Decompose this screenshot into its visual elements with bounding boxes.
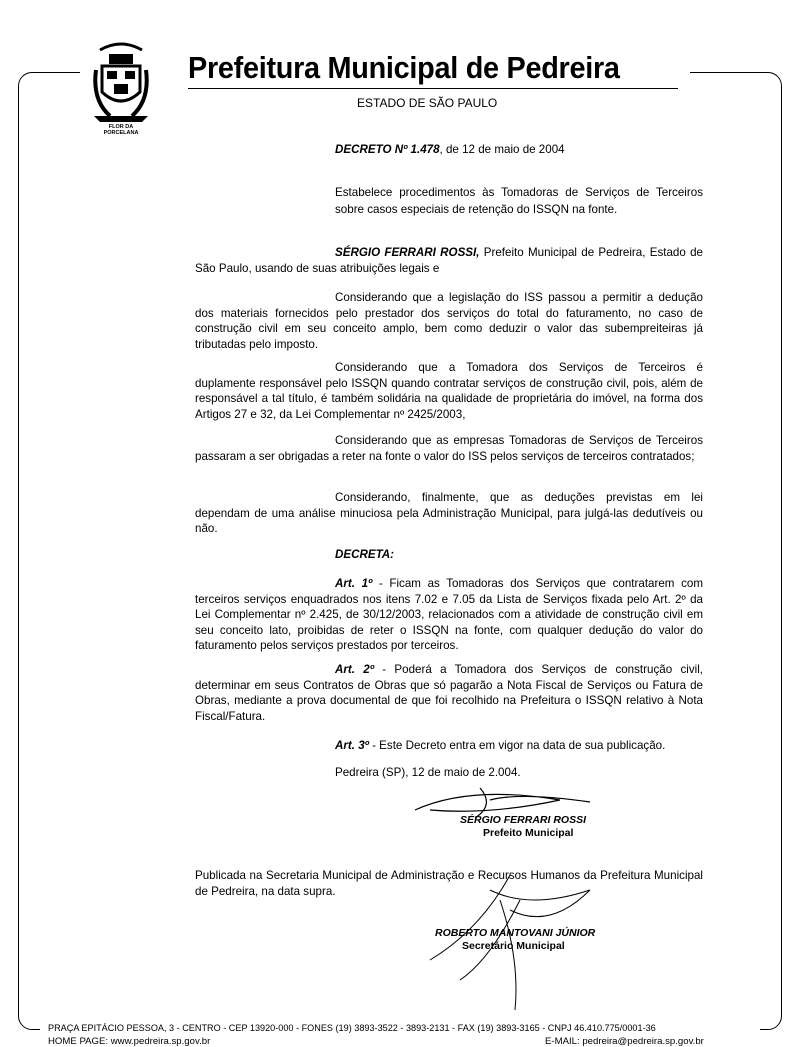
page-title: Prefeitura Municipal de Pedreira	[188, 50, 620, 85]
title-underline	[188, 88, 678, 89]
considerando-4: Considerando, finalmente, que as deduções previstas em lei dependam de uma análise minuciosa pela Administração Municipal, para julgá-las dedutíveis ou não.	[195, 491, 703, 535]
signer2-role: Secretário Municipal	[462, 940, 565, 952]
footer-homepage: HOME PAGE: www.pedreira.sp.gov.br	[48, 1036, 211, 1047]
considerando-3: Considerando que as empresas Tomadoras de Serviços de Terceiros passaram a ser obrigadas a reter na fonte o valor do ISS pelos serviços de terceiros contratados;	[195, 434, 703, 463]
footer-email: E-MAIL: pedreira@pedreira.sp.gov.br	[545, 1036, 704, 1047]
mayor-name: SÉRGIO FERRARI ROSSI,	[335, 246, 480, 259]
article-3	[195, 738, 703, 754]
signer2-name: ROBERTO MANTOVANI JÚNIOR	[435, 927, 596, 939]
article-text: - Poderá a Tomadora dos Serviços de construção civil, determinar em seus Contratos de Obras que só pagarão a Nota Fiscal de Serviços ou Fatura de Obras, mediante a prova documental de que foi recolhido na Prefeitura o ISSQN relativo à Nota Fiscal/Fatura.	[195, 663, 703, 723]
article-text: - Este Decreto entra em vigor na data de sua publicação.	[368, 739, 666, 752]
article-1	[195, 576, 703, 654]
signer1-name: SÉRGIO FERRARI ROSSI	[460, 814, 587, 826]
footer-address: PRAÇA EPITÁCIO PESSOA, 3 - CENTRO - CEP 13920-000 - FONES (19) 3893-3522 - 3893-2131 - FAX (19) 3893-3165 - CNPJ 46.410.775/0001-36	[48, 1023, 656, 1034]
article-text: - Ficam as Tomadoras dos Serviços que contratarem com terceiros serviços enquadrados nos itens 7.02 e 7.05 da Lista de Serviços fixada pelo Art. 2º da Lei Complementar nº 2.425, de 30/12/2003, relacionados com a atividade de construção civil em seu conceito lato, proibidas de reter o ISSQN na fonte, com qualquer dedução do valor do faturamento pelos serviços prestados por terceiros.	[195, 577, 703, 652]
article-label: Art. 1º	[335, 577, 373, 590]
coat-of-arms-logo	[92, 40, 150, 124]
preamble	[195, 245, 703, 276]
decree-number: DECRETO Nº 1.478	[335, 143, 440, 156]
article-label: Art. 2º	[335, 663, 374, 676]
article-2	[195, 662, 703, 724]
state-subtitle: ESTADO DE SÃO PAULO	[357, 96, 498, 110]
signer1-role: Prefeito Municipal	[483, 827, 574, 839]
crest-motto: FLOR DA PORCELANA	[103, 124, 139, 136]
decree-summary: Estabelece procedimentos às Tomadoras de Serviços de Terceiros sobre casos especiais de retenção do ISSQN na fonte.	[335, 186, 703, 216]
publication-note: Publicada na Secretaria Municipal de Administração e Recursos Humanos da Prefeitura Municipal de Pedreira, na data supra.	[195, 869, 703, 898]
decree-heading	[335, 143, 565, 156]
considerando-2: Considerando que a Tomadora dos Serviços de Terceiros é duplamente responsável pelo ISSQN quando contratar serviços de construção civil, pois, além de responsável a tal título, é também solidária na qualidade de proprietária do imóvel, na forma dos Artigos 27 e 32, da Lei Complementar nº 2425/2003,	[195, 361, 703, 421]
decreta-heading: DECRETA:	[335, 548, 395, 561]
considerando-1: Considerando que a legislação do ISS passou a permitir a dedução dos materiais fornecidos pelo prestador dos serviços do total do faturamento, no caso de construção civil em seu conceito amplo, bem como deduzir o valor das subempreiteiras já tributadas pelo imposto.	[195, 291, 703, 351]
decree-date: , de 12 de maio de 2004	[439, 143, 565, 156]
article-label: Art. 3º	[335, 739, 369, 752]
place-date: Pedreira (SP), 12 de maio de 2.004.	[335, 766, 521, 779]
preamble-text: Prefeito Municipal de Pedreira, Estado de São Paulo, usando de suas atribuições legais e	[195, 246, 703, 275]
